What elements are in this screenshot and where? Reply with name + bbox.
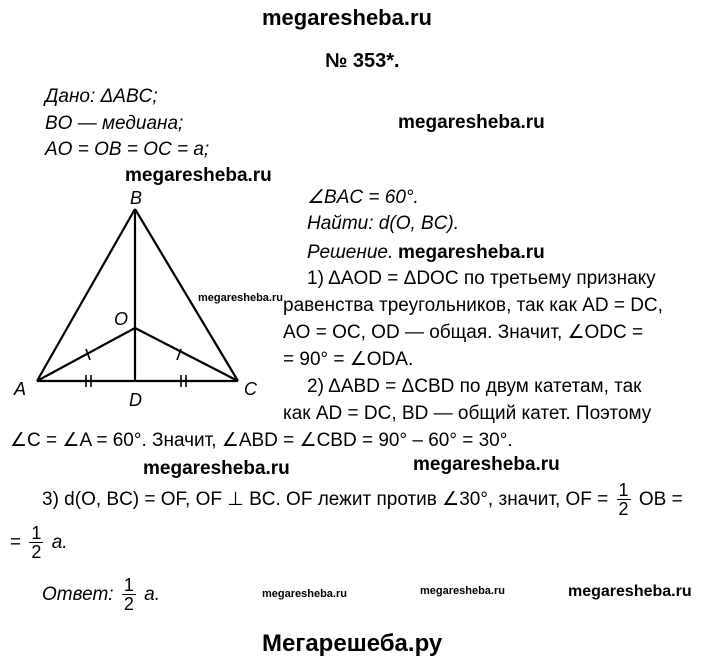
fraction-denominator: 2 xyxy=(618,499,629,520)
label-a: A xyxy=(14,379,27,399)
answer-value: a. xyxy=(144,584,161,605)
watermark: megaresheba.ru xyxy=(125,165,272,186)
given-line: AO = OB = OC = a; xyxy=(45,139,210,160)
given-line: BO — медиана; xyxy=(45,113,184,134)
watermark: megaresheba.ru xyxy=(420,585,505,597)
watermark: megaresheba.ru xyxy=(398,242,545,263)
given-angle: ∠BAC = 60°. xyxy=(307,187,419,208)
step-1-line: 1) ΔAOD = ΔDOC по третьему признаку xyxy=(307,268,656,289)
watermark-bottom: Мегарешеба.ру xyxy=(262,630,443,657)
watermark: megaresheba.ru xyxy=(143,458,290,479)
fraction-numerator: 1 xyxy=(123,575,134,596)
fraction-denominator: 2 xyxy=(31,542,42,563)
label-b: B xyxy=(130,188,143,208)
step-3-text: OB = xyxy=(638,489,683,510)
step-3-text: a. xyxy=(51,532,68,553)
watermark: megaresheba.ru xyxy=(198,292,283,304)
step-3-text: = xyxy=(10,532,22,553)
answer-line xyxy=(42,573,160,617)
fraction-numerator: 1 xyxy=(618,480,629,501)
watermark: megaresheba.ru xyxy=(568,583,692,600)
step-2-line: ∠C = ∠A = 60°. Значит, ∠ABD = ∠CBD = 90° – 60° = 30°. xyxy=(10,430,513,451)
fraction-numerator: 1 xyxy=(31,523,42,544)
step-2-line: 2) ΔABD = ΔCBD по двум катетам, так xyxy=(307,376,642,397)
step-3-line xyxy=(42,478,683,522)
step-3-text: 3) d(O, BC) = OF, OF ⊥ BC. OF лежит против ∠30°, значит, OF = xyxy=(42,489,609,510)
fraction-denominator: 2 xyxy=(123,594,134,615)
solution-heading: Решение. xyxy=(307,242,394,263)
triangle-diagram xyxy=(10,185,270,415)
watermark-top: megaresheba.ru xyxy=(262,5,432,30)
fraction-one-half xyxy=(617,481,631,518)
step-3-line xyxy=(10,521,68,565)
given-line: Дано: ΔABC; xyxy=(45,86,158,107)
label-d: D xyxy=(129,390,142,410)
watermark: megaresheba.ru xyxy=(262,588,347,600)
step-1-line: равенства треугольников, так как AD = DC, xyxy=(283,295,663,316)
step-2-line: как AD = DC, BD — общий катет. Поэтому xyxy=(283,403,652,424)
fraction-one-half xyxy=(122,576,136,613)
step-1-line: AO = OC, OD — общая. Значит, ∠ODC = xyxy=(283,322,644,343)
label-c: C xyxy=(244,379,257,399)
label-o: O xyxy=(114,309,129,329)
watermark: megaresheba.ru xyxy=(413,454,560,475)
problem-number: № 353*. xyxy=(325,50,400,72)
fraction-one-half xyxy=(29,524,43,561)
answer-label: Ответ: xyxy=(42,584,114,605)
find-line: Найти: d(O, BC). xyxy=(307,213,460,234)
step-1-line: = 90° = ∠ODA. xyxy=(283,349,414,370)
watermark: megaresheba.ru xyxy=(398,112,545,133)
